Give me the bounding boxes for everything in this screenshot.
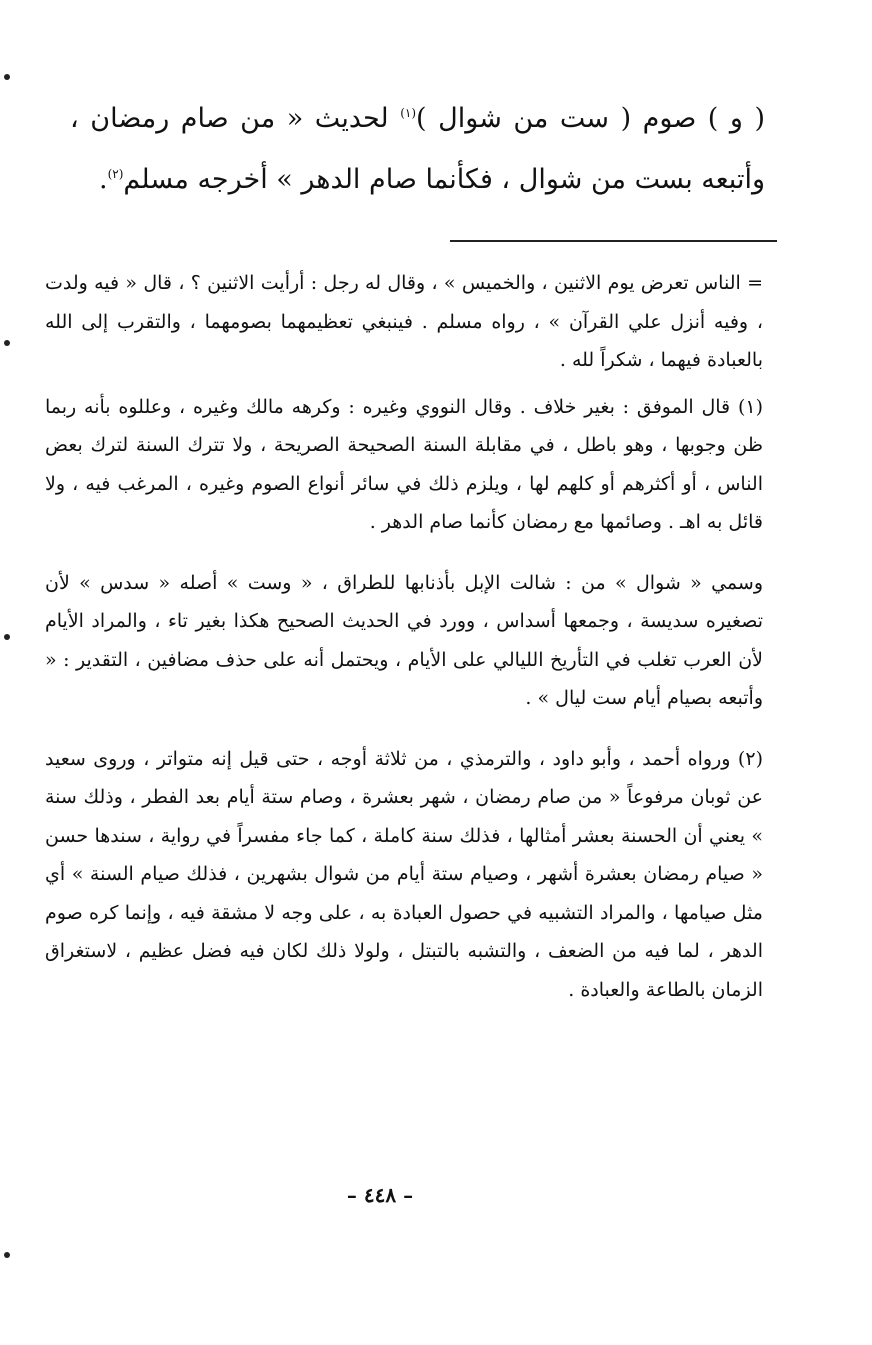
footnote-divider — [450, 240, 777, 242]
margin-mark — [4, 634, 10, 640]
margin-mark — [4, 1252, 10, 1258]
main-line-2: لحديث « من صام رمضان ، — [70, 103, 389, 134]
footnote-1-continued: وسمي « شوال » من : شالت الإبل بأذنابها للطراق ، « وست » أصله « سدس » لأن تصغيره سديسة ، وجمعها أسداس ، وورد في الحديث الصحيح هكذا بغير تاء ، والمراد الأيام لأن العرب تغلب في التأريخ الليالي على الأيام ، ويحتمل أنه على حذف مضافين ، التقدير : « وأتبعه بصيام أيام ست ليال » . — [45, 571, 763, 709]
main-text — [70, 88, 765, 210]
margin-mark — [4, 340, 10, 346]
footnotes — [45, 264, 763, 1009]
page-number: – ٤٤٨ – — [346, 1183, 414, 1207]
footnote-1: (١) قال الموفق : بغير خلاف . وقال النووي وغيره : وكرهه مالك وغيره ، وعللوه بأنه ربما ظن وجوبها ، وهو باطل ، في مقابلة السنة الصحيحة الصريحة ، ولا تترك السنة لترك بعض الناس ، أو أكثرهم أو كلهم لها ، ويلزم ذلك في سائر أنواع الصوم وغيره ، المرغب فيه ، ولا قائل به اهـ . وصائمها مع رمضان كأنما صام الدهر . — [45, 395, 763, 533]
footnote-ref-1: (١) — [400, 106, 417, 120]
footnote-continuation: = الناس تعرض يوم الاثنين ، والخميس » ، وقال له رجل : أرأيت الاثنين ؟ ، قال « فيه ولدت ، وفيه أنزل علي القرآن » ، رواه مسلم . فينبغي تعظيمهما بصومهما ، والتقرب إلى الله بالعبادة فيهما ، شكراً لله . — [45, 272, 763, 371]
main-line-3: وأتبعه بست من شوال ، فكأنما صام الدهر » أخرجه مسلم — [123, 164, 765, 195]
footnote-2: (٢) ورواه أحمد ، وأبو داود ، والترمذي ، من ثلاثة أوجه ، حتى قيل إنه متواتر ، وروى سعيد عن ثوبان مرفوعاً « من صام رمضان ، شهر بعشرة ، وصام ستة أيام بعد الفطر ، وذلك سنة » يعني أن الحسنة بعشر أمثالها ، فذلك سنة كاملة ، كما جاء مفسراً في رواية ، سندها حسن « صيام رمضان بعشرة أشهر ، وصيام ستة أيام من شوال بشهرين ، فذلك صيام السنة » أي مثل صيامها ، والمراد التشبيه في حصول العبادة به ، على وجه لا مشقة فيه ، وإنما كره صوم الدهر ، لما فيه من الضعف ، والتشبه بالتبتل ، ولولا ذلك لكان فيه فضل عظيم ، لاستغراق الزمان بالطاعة والعبادة . — [45, 747, 763, 1001]
footnote-ref-2: (٢) — [107, 167, 124, 181]
margin-mark — [4, 74, 10, 80]
main-line-end: . — [98, 164, 108, 195]
main-line-1: ( و ) صوم ( ست من شوال ) — [416, 103, 765, 134]
